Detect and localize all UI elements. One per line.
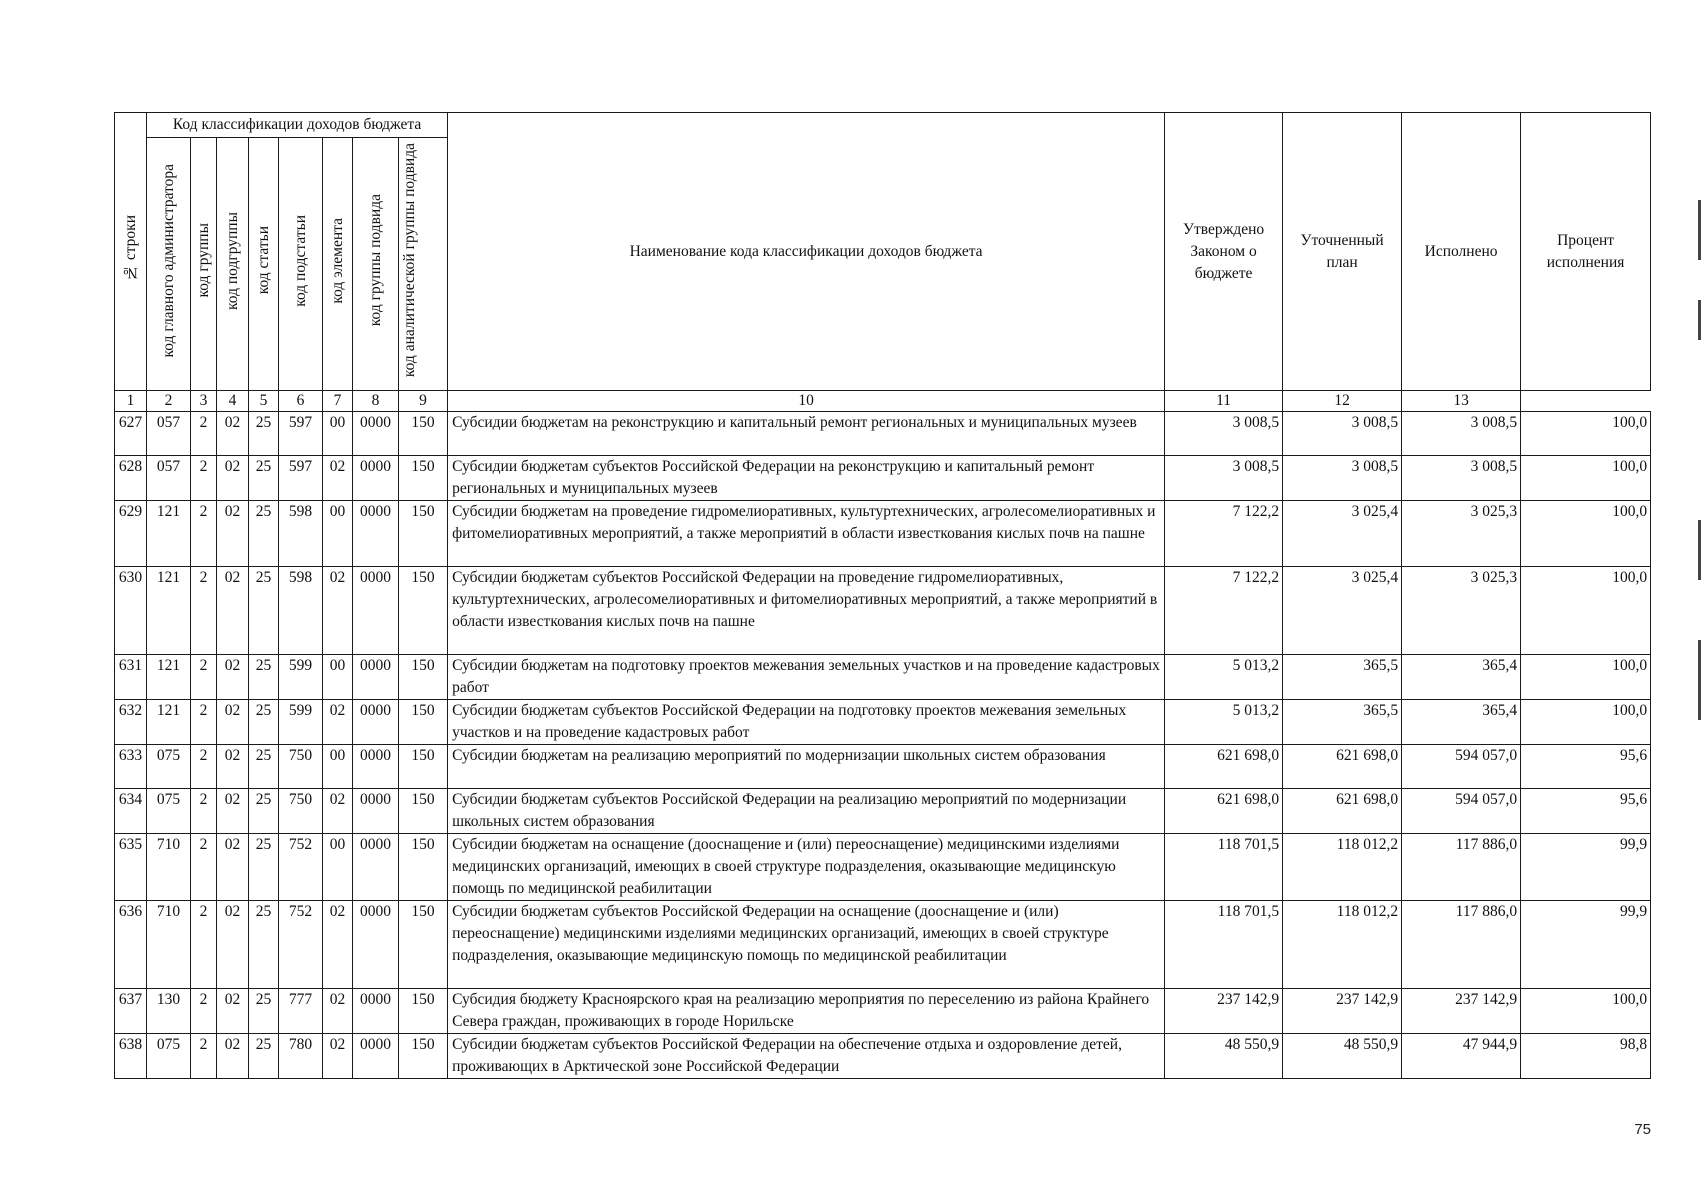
group-code: 2 [191,655,217,700]
executed-value: 3 025,3 [1402,501,1521,567]
column-number: 6 [279,391,323,412]
subgroup-code: 02 [217,901,249,989]
percent-value: 100,0 [1521,412,1651,456]
subgroup-code: 02 [217,655,249,700]
group-code: 2 [191,989,217,1034]
article-code: 25 [249,567,279,655]
admin-code: 121 [147,700,191,745]
row-number: 630 [115,567,147,655]
article-code: 25 [249,745,279,789]
row-number: 628 [115,456,147,501]
revenue-name: Субсидии бюджетам субъектов Российской Федерации на подготовку проектов межевания земельных участков и на проведение кадастровых работ [448,700,1165,745]
group-code: 2 [191,456,217,501]
approved-value: 48 550,9 [1165,1034,1283,1079]
element-code: 02 [323,901,353,989]
header-group-code: код группы [191,138,217,391]
table-row [115,989,1651,1034]
executed-value: 117 886,0 [1402,901,1521,989]
executed-value: 365,4 [1402,655,1521,700]
row-number: 635 [115,834,147,901]
element-code: 02 [323,989,353,1034]
revenue-name: Субсидии бюджетам на подготовку проектов межевания земельных участков и на проведение кадастровых работ [448,655,1165,700]
header-revised-plan: Уточненный план [1283,113,1402,391]
approved-value: 118 701,5 [1165,901,1283,989]
percent-value: 100,0 [1521,989,1651,1034]
subtype-group-code: 0000 [353,412,399,456]
revised-plan-value: 621 698,0 [1283,789,1402,834]
revised-plan-value: 365,5 [1283,700,1402,745]
table-row [115,700,1651,745]
column-number: 2 [147,391,191,412]
subtype-group-code: 0000 [353,989,399,1034]
approved-value: 7 122,2 [1165,501,1283,567]
header-subarticle-code: код подстатьи [279,138,323,391]
analytic-group-code: 150 [399,989,448,1034]
row-number: 634 [115,789,147,834]
table-row [115,412,1651,456]
admin-code: 075 [147,745,191,789]
element-code: 02 [323,1034,353,1079]
subarticle-code: 752 [279,901,323,989]
percent-value: 100,0 [1521,700,1651,745]
subtype-group-code: 0000 [353,1034,399,1079]
approved-value: 3 008,5 [1165,456,1283,501]
percent-value: 100,0 [1521,456,1651,501]
subgroup-code: 02 [217,745,249,789]
revenue-name: Субсидия бюджету Красноярского края на реализацию мероприятия по переселению из района Крайнего Севера граждан, проживающих в городе Норильске [448,989,1165,1034]
subgroup-code: 02 [217,501,249,567]
revised-plan-value: 3 008,5 [1283,412,1402,456]
header-name: Наименование кода классификации доходов бюджета [448,113,1165,391]
revenue-name: Субсидии бюджетам субъектов Российской Федерации на оснащение (дооснащение и (или) переоснащение) медицинскими изделиями медицинских организаций, имеющих в своей структуре подразделения, оказывающие медицинскую помощь по медицинской реабилитации [448,901,1165,989]
group-code: 2 [191,789,217,834]
subtype-group-code: 0000 [353,700,399,745]
group-code: 2 [191,700,217,745]
element-code: 00 [323,655,353,700]
header-article-code: код статьи [249,138,279,391]
revised-plan-value: 237 142,9 [1283,989,1402,1034]
row-number: 637 [115,989,147,1034]
group-code: 2 [191,1034,217,1079]
admin-code: 057 [147,412,191,456]
header-classification-code-group: Код классификации доходов бюджета [147,113,448,138]
analytic-group-code: 150 [399,789,448,834]
subarticle-code: 750 [279,745,323,789]
subarticle-code: 750 [279,789,323,834]
header-executed: Исполнено [1402,113,1521,391]
revised-plan-value: 3 008,5 [1283,456,1402,501]
budget-revenue-table [114,112,1651,1079]
header-approved: Утверждено Законом о бюджете [1165,113,1283,391]
subgroup-code: 02 [217,412,249,456]
revised-plan-value: 118 012,2 [1283,901,1402,989]
article-code: 25 [249,501,279,567]
percent-value: 99,9 [1521,834,1651,901]
analytic-group-code: 150 [399,901,448,989]
group-code: 2 [191,567,217,655]
table-row [115,834,1651,901]
executed-value: 365,4 [1402,700,1521,745]
revenue-name: Субсидии бюджетам субъектов Российской Федерации на обеспечение отдыха и оздоровление детей, проживающих в Арктической зоне Российской Федерации [448,1034,1165,1079]
article-code: 25 [249,1034,279,1079]
admin-code: 130 [147,989,191,1034]
element-code: 02 [323,456,353,501]
table-row [115,1034,1651,1079]
row-number: 638 [115,1034,147,1079]
subgroup-code: 02 [217,834,249,901]
revised-plan-value: 3 025,4 [1283,501,1402,567]
subgroup-code: 02 [217,700,249,745]
percent-value: 95,6 [1521,789,1651,834]
admin-code: 121 [147,655,191,700]
approved-value: 621 698,0 [1165,789,1283,834]
admin-code: 710 [147,834,191,901]
column-numbers-row [115,391,1651,412]
revised-plan-value: 3 025,4 [1283,567,1402,655]
element-code: 00 [323,834,353,901]
row-number: 627 [115,412,147,456]
revenue-name: Субсидии бюджетам субъектов Российской Федерации на проведение гидромелиоративных, культуртехнических, агролесомелиоративных и фитомелиоративных мероприятий, а также мероприятий в области известкования кислых почв на пашне [448,567,1165,655]
revised-plan-value: 118 012,2 [1283,834,1402,901]
approved-value: 7 122,2 [1165,567,1283,655]
subarticle-code: 780 [279,1034,323,1079]
subtype-group-code: 0000 [353,901,399,989]
header-analytic-group-code: код аналитической группы подвида [399,138,448,391]
revenue-name: Субсидии бюджетам субъектов Российской Федерации на реконструкцию и капитальный ремонт региональных и муниципальных музеев [448,456,1165,501]
element-code: 00 [323,745,353,789]
column-number: 9 [399,391,448,412]
table-row [115,789,1651,834]
executed-value: 3 008,5 [1402,412,1521,456]
analytic-group-code: 150 [399,456,448,501]
subtype-group-code: 0000 [353,567,399,655]
subarticle-code: 599 [279,700,323,745]
column-number: 4 [217,391,249,412]
subarticle-code: 752 [279,834,323,901]
group-code: 2 [191,501,217,567]
subtype-group-code: 0000 [353,655,399,700]
subarticle-code: 777 [279,989,323,1034]
element-code: 00 [323,501,353,567]
approved-value: 621 698,0 [1165,745,1283,789]
admin-code: 057 [147,456,191,501]
percent-value: 95,6 [1521,745,1651,789]
article-code: 25 [249,412,279,456]
approved-value: 5 013,2 [1165,700,1283,745]
revenue-name: Субсидии бюджетам на проведение гидромелиоративных, культуртехнических, агролесомелиоративных и фитомелиоративных мероприятий, а также мероприятий в области известкования кислых почв на пашне [448,501,1165,567]
revenue-name: Субсидии бюджетам субъектов Российской Федерации на реализацию мероприятий по модернизации школьных систем образования [448,789,1165,834]
approved-value: 5 013,2 [1165,655,1283,700]
approved-value: 118 701,5 [1165,834,1283,901]
percent-value: 99,9 [1521,901,1651,989]
table-row [115,501,1651,567]
subarticle-code: 598 [279,567,323,655]
subgroup-code: 02 [217,567,249,655]
column-number: 7 [323,391,353,412]
element-code: 02 [323,700,353,745]
table-row [115,655,1651,700]
page-number: 75 [1634,1121,1651,1138]
column-number: 3 [191,391,217,412]
executed-value: 3 025,3 [1402,567,1521,655]
analytic-group-code: 150 [399,834,448,901]
analytic-group-code: 150 [399,412,448,456]
group-code: 2 [191,412,217,456]
executed-value: 117 886,0 [1402,834,1521,901]
percent-value: 100,0 [1521,501,1651,567]
row-number: 636 [115,901,147,989]
row-number: 631 [115,655,147,700]
subarticle-code: 597 [279,456,323,501]
revenue-name: Субсидии бюджетам на оснащение (дооснащение и (или) переоснащение) медицинскими изделиями медицинских организаций, имеющих в своей структуре подразделения, оказывающие медицинскую помощь по медицинской реабилитации [448,834,1165,901]
column-number: 10 [448,391,1165,412]
header-admin-code: код главного администратора [147,138,191,391]
header-subtype-group-code: код группы подвида [353,138,399,391]
percent-value: 98,8 [1521,1034,1651,1079]
article-code: 25 [249,901,279,989]
revised-plan-value: 621 698,0 [1283,745,1402,789]
column-number: 12 [1283,391,1402,412]
table-row [115,567,1651,655]
admin-code: 075 [147,789,191,834]
admin-code: 121 [147,567,191,655]
analytic-group-code: 150 [399,1034,448,1079]
subgroup-code: 02 [217,1034,249,1079]
column-number: 8 [353,391,399,412]
executed-value: 594 057,0 [1402,745,1521,789]
subarticle-code: 597 [279,412,323,456]
element-code: 00 [323,412,353,456]
element-code: 02 [323,789,353,834]
revised-plan-value: 365,5 [1283,655,1402,700]
subgroup-code: 02 [217,456,249,501]
column-number: 1 [115,391,147,412]
column-number: 13 [1402,391,1521,412]
row-number: 633 [115,745,147,789]
admin-code: 121 [147,501,191,567]
group-code: 2 [191,745,217,789]
approved-value: 3 008,5 [1165,412,1283,456]
header-percent: Процент исполнения [1521,113,1651,391]
executed-value: 3 008,5 [1402,456,1521,501]
percent-value: 100,0 [1521,655,1651,700]
analytic-group-code: 150 [399,745,448,789]
subgroup-code: 02 [217,989,249,1034]
executed-value: 237 142,9 [1402,989,1521,1034]
article-code: 25 [249,700,279,745]
header-element-code: код элемента [323,138,353,391]
subtype-group-code: 0000 [353,834,399,901]
group-code: 2 [191,834,217,901]
row-number: 629 [115,501,147,567]
analytic-group-code: 150 [399,567,448,655]
subarticle-code: 598 [279,501,323,567]
column-number: 11 [1165,391,1283,412]
table-row [115,456,1651,501]
executed-value: 594 057,0 [1402,789,1521,834]
subtype-group-code: 0000 [353,745,399,789]
subgroup-code: 02 [217,789,249,834]
admin-code: 710 [147,901,191,989]
subarticle-code: 599 [279,655,323,700]
analytic-group-code: 150 [399,655,448,700]
header-row-no: № строки [115,113,147,391]
group-code: 2 [191,901,217,989]
executed-value: 47 944,9 [1402,1034,1521,1079]
table-row [115,745,1651,789]
element-code: 02 [323,567,353,655]
percent-value: 100,0 [1521,567,1651,655]
approved-value: 237 142,9 [1165,989,1283,1034]
revenue-name: Субсидии бюджетам на реконструкцию и капитальный ремонт региональных и муниципальных музеев [448,412,1165,456]
analytic-group-code: 150 [399,501,448,567]
article-code: 25 [249,655,279,700]
table-body [115,412,1651,1079]
revenue-name: Субсидии бюджетам на реализацию мероприятий по модернизации школьных систем образования [448,745,1165,789]
row-number: 632 [115,700,147,745]
subtype-group-code: 0000 [353,789,399,834]
article-code: 25 [249,456,279,501]
article-code: 25 [249,834,279,901]
analytic-group-code: 150 [399,700,448,745]
admin-code: 075 [147,1034,191,1079]
table-row [115,901,1651,989]
revised-plan-value: 48 550,9 [1283,1034,1402,1079]
column-number: 5 [249,391,279,412]
subtype-group-code: 0000 [353,456,399,501]
header-subgroup-code: код подгруппы [217,138,249,391]
article-code: 25 [249,789,279,834]
subtype-group-code: 0000 [353,501,399,567]
article-code: 25 [249,989,279,1034]
